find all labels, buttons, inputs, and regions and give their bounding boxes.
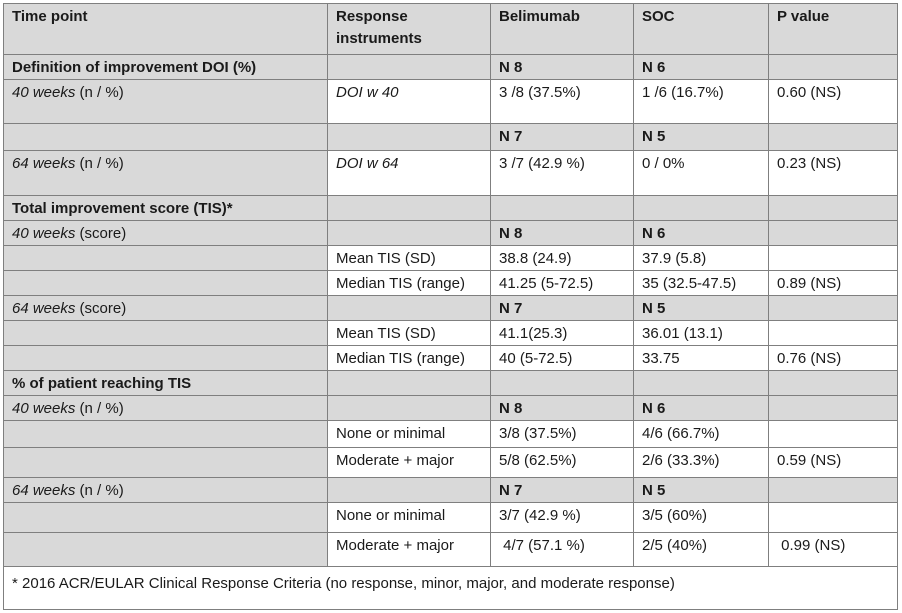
table-row	[4, 503, 898, 533]
belimumab-cell: 5/8 (62.5%)	[491, 448, 634, 478]
table-row	[4, 448, 898, 478]
time-point-cell	[4, 448, 328, 478]
belimumab-cell: 3/7 (42.9 %)	[491, 503, 634, 533]
instrument-cell	[328, 396, 491, 421]
p-value-cell	[769, 296, 898, 321]
instrument-cell: Median TIS (range)	[328, 346, 491, 371]
time-point-cell	[4, 421, 328, 448]
belimumab-cell: N 7	[491, 478, 634, 503]
header-p-value: P value	[769, 4, 898, 55]
time-point-italic: 40 weeks	[12, 400, 76, 417]
time-point-cell	[4, 478, 328, 503]
table-row	[4, 124, 898, 151]
p-value-cell: 0.99 (NS)	[769, 533, 898, 567]
soc-cell	[634, 196, 769, 221]
time-point-cell	[4, 533, 328, 567]
instrument-cell: None or minimal	[328, 421, 491, 448]
section-heading: Total improvement score (TIS)*	[4, 196, 328, 221]
table-row	[4, 271, 898, 296]
p-value-cell	[769, 321, 898, 346]
time-point-italic: 64 weeks	[12, 482, 76, 499]
table-row	[4, 421, 898, 448]
soc-cell: 33.75	[634, 346, 769, 371]
time-point-unit: (n / %)	[75, 482, 124, 499]
section-heading: % of patient reaching TIS	[4, 371, 328, 396]
p-value-cell	[769, 396, 898, 421]
header-soc: SOC	[634, 4, 769, 55]
p-value-cell	[769, 478, 898, 503]
p-value-cell	[769, 221, 898, 246]
table-row	[4, 80, 898, 124]
footnote-row	[4, 567, 898, 610]
time-point-italic: 40 weeks	[12, 84, 76, 101]
p-value-cell: 0.89 (NS)	[769, 271, 898, 296]
p-value-cell: 0.23 (NS)	[769, 151, 898, 196]
time-point-unit: (score)	[75, 300, 127, 317]
footnote: * 2016 ACR/EULAR Clinical Response Criteria (no response, minor, major, and moderate response)	[4, 567, 898, 610]
p-value-cell: 0.59 (NS)	[769, 448, 898, 478]
p-value-cell	[769, 124, 898, 151]
table-row	[4, 196, 898, 221]
time-point-cell	[4, 124, 328, 151]
p-value-cell: 0.76 (NS)	[769, 346, 898, 371]
time-point-cell	[4, 296, 328, 321]
table-row	[4, 478, 898, 503]
soc-cell: N 5	[634, 124, 769, 151]
instrument-cell	[328, 478, 491, 503]
belimumab-cell: 38.8 (24.9)	[491, 246, 634, 271]
table-row	[4, 346, 898, 371]
time-point-cell	[4, 396, 328, 421]
soc-cell: 2/5 (40%)	[634, 533, 769, 567]
instrument-cell	[328, 55, 491, 80]
soc-cell: 35 (32.5-47.5)	[634, 271, 769, 296]
p-value-cell	[769, 421, 898, 448]
soc-cell: 4/6 (66.7%)	[634, 421, 769, 448]
belimumab-cell: 40 (5-72.5)	[491, 346, 634, 371]
soc-cell: N 6	[634, 221, 769, 246]
time-point-unit: (n / %)	[75, 400, 124, 417]
instrument-cell: DOI w 64	[328, 151, 491, 196]
p-value-cell	[769, 371, 898, 396]
belimumab-cell: 3/8 (37.5%)	[491, 421, 634, 448]
belimumab-cell: 4/7 (57.1 %)	[491, 533, 634, 567]
soc-cell: 37.9 (5.8)	[634, 246, 769, 271]
instrument-cell: Mean TIS (SD)	[328, 321, 491, 346]
table-row	[4, 371, 898, 396]
p-value-cell	[769, 503, 898, 533]
time-point-cell	[4, 151, 328, 196]
time-point-unit: (n / %)	[75, 84, 124, 101]
instrument-cell	[328, 371, 491, 396]
instrument-cell	[328, 296, 491, 321]
header-time-point: Time point	[4, 4, 328, 55]
table-row	[4, 396, 898, 421]
p-value-cell	[769, 246, 898, 271]
table-row	[4, 533, 898, 567]
time-point-cell	[4, 246, 328, 271]
p-value-cell: 0.60 (NS)	[769, 80, 898, 124]
belimumab-cell: N 8	[491, 221, 634, 246]
table-row	[4, 321, 898, 346]
table-row	[4, 221, 898, 246]
results-table	[3, 3, 898, 610]
soc-cell: N 5	[634, 478, 769, 503]
header-response-instruments: Response instruments	[328, 4, 491, 55]
instrument-cell	[328, 221, 491, 246]
soc-cell: N 6	[634, 396, 769, 421]
time-point-cell	[4, 503, 328, 533]
belimumab-cell: 41.25 (5-72.5)	[491, 271, 634, 296]
belimumab-cell: 3 /7 (42.9 %)	[491, 151, 634, 196]
belimumab-cell: 3 /8 (37.5%)	[491, 80, 634, 124]
table-row	[4, 55, 898, 80]
belimumab-cell: 41.1(25.3)	[491, 321, 634, 346]
instrument-cell: Mean TIS (SD)	[328, 246, 491, 271]
section-heading: Definition of improvement DOI (%)	[4, 55, 328, 80]
p-value-cell	[769, 55, 898, 80]
time-point-unit: (n / %)	[75, 155, 124, 172]
soc-cell: 36.01 (13.1)	[634, 321, 769, 346]
belimumab-cell: N 7	[491, 296, 634, 321]
time-point-cell	[4, 80, 328, 124]
time-point-italic: 64 weeks	[12, 300, 76, 317]
instrument-cell: Moderate + major	[328, 533, 491, 567]
soc-cell: 0 / 0%	[634, 151, 769, 196]
belimumab-cell	[491, 196, 634, 221]
soc-cell: 3/5 (60%)	[634, 503, 769, 533]
time-point-cell	[4, 346, 328, 371]
instrument-cell: None or minimal	[328, 503, 491, 533]
time-point-cell	[4, 221, 328, 246]
belimumab-cell: N 8	[491, 396, 634, 421]
instrument-cell	[328, 196, 491, 221]
time-point-cell	[4, 271, 328, 296]
belimumab-cell	[491, 371, 634, 396]
time-point-italic: 64 weeks	[12, 155, 76, 172]
header-row	[4, 4, 898, 55]
time-point-cell	[4, 321, 328, 346]
time-point-italic: 40 weeks	[12, 225, 76, 242]
instrument-cell	[328, 124, 491, 151]
soc-cell: N 5	[634, 296, 769, 321]
soc-cell	[634, 371, 769, 396]
soc-cell: N 6	[634, 55, 769, 80]
p-value-cell	[769, 196, 898, 221]
table-row	[4, 296, 898, 321]
soc-cell: 1 /6 (16.7%)	[634, 80, 769, 124]
instrument-cell: DOI w 40	[328, 80, 491, 124]
table-row	[4, 246, 898, 271]
instrument-cell: Median TIS (range)	[328, 271, 491, 296]
table-row	[4, 151, 898, 196]
time-point-unit: (score)	[75, 225, 127, 242]
belimumab-cell: N 8	[491, 55, 634, 80]
header-belimumab: Belimumab	[491, 4, 634, 55]
instrument-cell: Moderate + major	[328, 448, 491, 478]
belimumab-cell: N 7	[491, 124, 634, 151]
soc-cell: 2/6 (33.3%)	[634, 448, 769, 478]
